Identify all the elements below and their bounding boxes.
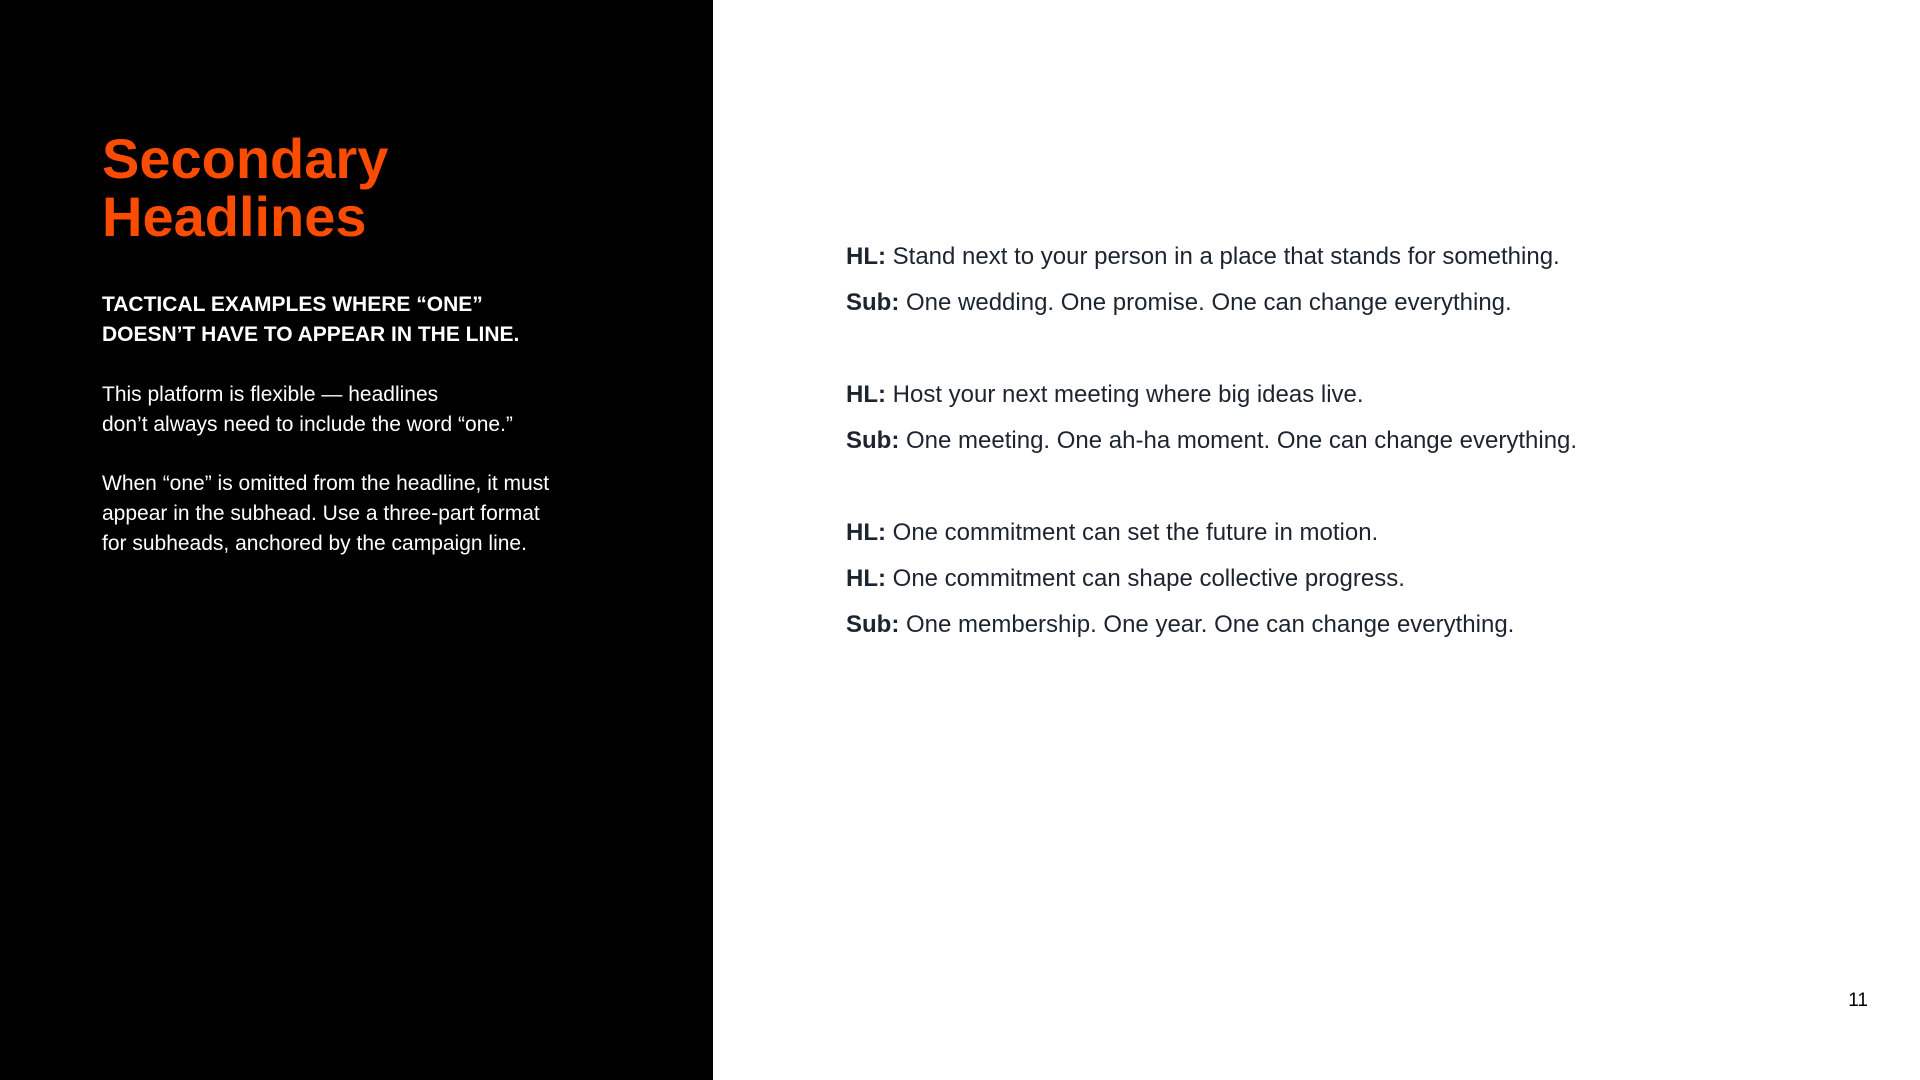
- eyebrow-line: TACTICAL EXAMPLES WHERE “ONE”: [102, 293, 483, 316]
- rule-paragraph: [102, 469, 622, 559]
- paragraph-line: This platform is flexible — headlines: [102, 383, 439, 406]
- page-title-line: Secondary: [102, 127, 389, 190]
- intro-paragraph: [102, 380, 622, 440]
- left-panel: [0, 0, 713, 1080]
- example-group-wedding: [846, 238, 1846, 330]
- eyebrow-line: DOESN’T HAVE TO APPEAR IN THE LINE.: [102, 323, 520, 346]
- page-title-line: Headlines: [102, 185, 367, 248]
- paragraph-line: When “one” is omitted from the headline, it must: [102, 472, 550, 495]
- paragraph-line: appear in the subhead. Use a three-part format: [102, 502, 540, 525]
- page-title: [102, 127, 662, 248]
- line-prefix: HL:: [846, 381, 886, 408]
- line-text: Stand next to your person in a place that stands for something.: [885, 243, 1560, 270]
- paragraph-line: don’t always need to include the word “one.”: [102, 413, 513, 436]
- line-text: One membership. One year. One can change everything.: [899, 611, 1515, 638]
- line-prefix: HL:: [846, 565, 886, 592]
- line-text: Host your next meeting where big ideas live.: [885, 381, 1364, 408]
- example-group-meeting: [846, 376, 1846, 468]
- line-prefix: Sub:: [846, 611, 900, 638]
- line-text: One wedding. One promise. One can change everything.: [899, 289, 1512, 316]
- line-prefix: Sub:: [846, 427, 900, 454]
- line-prefix: Sub:: [846, 289, 900, 316]
- paragraph-line: for subheads, anchored by the campaign line.: [102, 532, 527, 555]
- examples-list: [846, 238, 1846, 698]
- example-line: [846, 376, 1846, 422]
- page-number: 11: [1848, 990, 1868, 1011]
- example-line: [846, 238, 1846, 284]
- line-prefix: HL:: [846, 519, 886, 546]
- eyebrow-heading: [102, 290, 622, 350]
- line-text: One commitment can set the future in motion.: [885, 519, 1379, 546]
- example-line: [846, 514, 1846, 560]
- example-line: [846, 422, 1846, 468]
- example-line: [846, 560, 1846, 606]
- example-line: [846, 606, 1846, 652]
- line-text: One meeting. One ah-ha moment. One can change everything.: [899, 427, 1578, 454]
- example-line: [846, 284, 1846, 330]
- example-group-membership: [846, 514, 1846, 652]
- line-text: One commitment can shape collective progress.: [885, 565, 1405, 592]
- line-prefix: HL:: [846, 243, 886, 270]
